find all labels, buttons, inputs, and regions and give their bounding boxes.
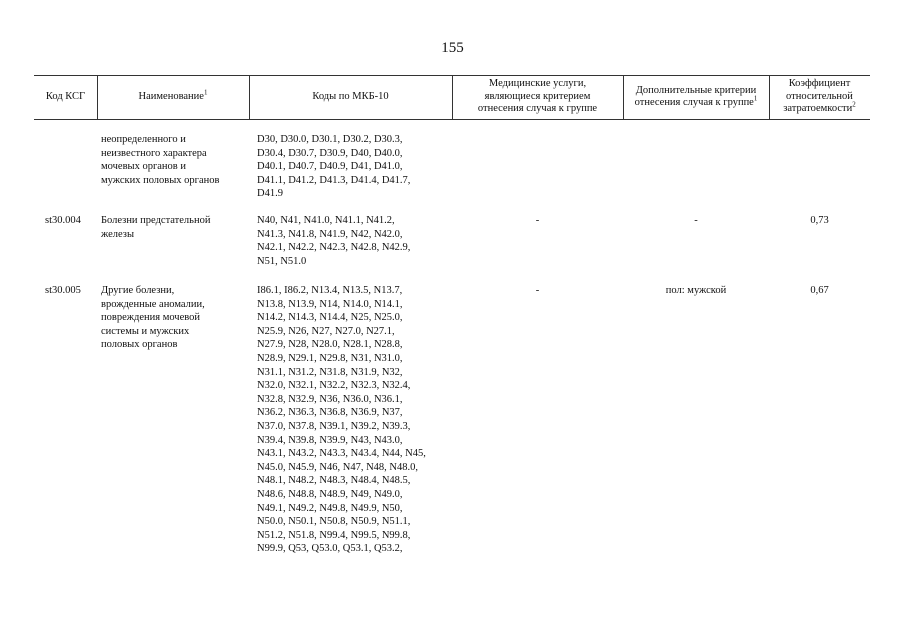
name-line: неизвестного характера (101, 147, 207, 159)
mkb-line: N32.8, N32.9, N36, N36.0, N36.1, (257, 393, 403, 405)
row-criteria: - (694, 215, 698, 226)
name-line: половых органов (101, 339, 178, 351)
header-coef (769, 75, 870, 119)
mkb-line: N50.0, N50.1, N50.8, N50.9, N51.1, (257, 516, 411, 528)
name-line: Болезни предстательной (101, 215, 211, 226)
mkb-line: N49.1, N49.2, N49.8, N49.9, N50, (257, 502, 403, 514)
mkb-line: D30.4, D30.7, D30.9, D40, D40.0, (257, 147, 403, 159)
row-coef: 0,73 (810, 215, 829, 226)
mkb-line: N39.4, N39.8, N39.9, N43, N43.0, (257, 434, 403, 446)
row-criteria: пол: мужской (665, 285, 727, 296)
header-bottom-rule (34, 119, 870, 120)
mkb-line: N25.9, N26, N27, N27.0, N27.1, (257, 325, 395, 337)
mkb-line: N43.1, N43.2, N43.3, N43.4, N44, N45, (257, 448, 426, 460)
header-criteria-footnote: 1 (753, 94, 758, 103)
header-mkb-text: Коды по МКБ-10 (312, 90, 389, 102)
header-code-text: Код КСГ (45, 90, 86, 102)
header-name (97, 75, 249, 119)
mkb-line: N27.9, N28, N28.0, N28.1, N28.8, (257, 339, 403, 351)
mkb-line: N31.1, N31.2, N31.8, N31.9, N32, (257, 366, 403, 378)
name-line: неопределенного и (101, 134, 186, 145)
mkb-line: N48.6, N48.8, N48.9, N49, N49.0, (257, 488, 403, 500)
mkb-line: N40, N41, N41.0, N41.1, N41.2, (257, 215, 395, 226)
name-line: мужских половых органов (101, 174, 220, 186)
name-line: мочевых органов и (101, 161, 186, 173)
header-mkb (249, 75, 452, 119)
name-line: Другие болезни, (101, 285, 175, 296)
row-services: - (535, 285, 540, 296)
mkb-line: I86.1, I86.2, N13.4, N13.5, N13.7, (257, 285, 403, 296)
header-name-footnote: 1 (203, 88, 208, 97)
mkb-line: D41.1, D41.2, D41.3, D41.4, D41.7, (257, 174, 411, 186)
mkb-line: N37.0, N37.8, N39.1, N39.2, N39.3, (257, 420, 411, 432)
mkb-line: N99.9, Q53, Q53.0, Q53.1, Q53.2, (257, 543, 403, 555)
mkb-line: N36.2, N36.3, N36.8, N36.9, N37, (257, 407, 403, 419)
header-services (452, 75, 623, 119)
name-line: системы и мужских (101, 325, 190, 337)
mkb-line: N51, N51.0 (257, 255, 307, 267)
page-number: 155 (441, 40, 464, 56)
header-criteria (623, 75, 769, 119)
row-name (101, 284, 251, 352)
row-name (101, 133, 251, 187)
mkb-line: D41.9 (257, 188, 283, 200)
mkb-line: N41.3, N41.8, N41.9, N42, N42.0, (257, 228, 403, 240)
row-name (101, 214, 251, 241)
name-line: врожденные аномалии, (101, 298, 205, 310)
mkb-line: N45.0, N45.9, N46, N47, N48, N48.0, (257, 461, 418, 473)
name-line: железы (101, 228, 135, 240)
row-mkb-codes (257, 133, 457, 201)
mkb-line: N32.0, N32.1, N32.2, N32.3, N32.4, (257, 380, 411, 392)
row-services: - (535, 215, 540, 226)
row-code: st30.005 (45, 285, 81, 296)
mkb-line: N48.1, N48.2, N48.3, N48.4, N48.5, (257, 475, 411, 487)
mkb-line: N51.2, N51.8, N99.4, N99.5, N99.8, (257, 529, 411, 541)
mkb-line: N14.2, N14.3, N14.4, N25, N25.0, (257, 312, 403, 324)
row-code: st30.004 (45, 215, 81, 226)
row-mkb-codes (257, 214, 457, 268)
header-code (34, 75, 97, 119)
header-criteria-text: Дополнительные критерии отнесения случая к группе (634, 84, 757, 108)
mkb-line: N28.9, N29.1, N29.8, N31, N31.0, (257, 352, 403, 364)
header-coef-footnote: 2 (852, 100, 856, 109)
mkb-line: D40.1, D40.7, D40.9, D41, D41.0, (257, 161, 403, 173)
mkb-line: N13.8, N13.9, N14, N14.0, N14.1, (257, 298, 403, 310)
name-line: повреждения мочевой (101, 312, 201, 324)
header-services-text: Медицинские услуги, являющиеся критерием отнесения случая к группе (477, 78, 598, 115)
header-coef-text: Коэффициент относительной затратоемкости (783, 78, 853, 115)
mkb-line: D30, D30.0, D30.1, D30.2, D30.3, (257, 134, 403, 145)
row-coef: 0,67 (810, 285, 829, 296)
row-mkb-codes (257, 284, 457, 556)
mkb-line: N42.1, N42.2, N42.3, N42.8, N42.9, (257, 242, 411, 254)
header-name-text: Наименование (138, 90, 204, 102)
